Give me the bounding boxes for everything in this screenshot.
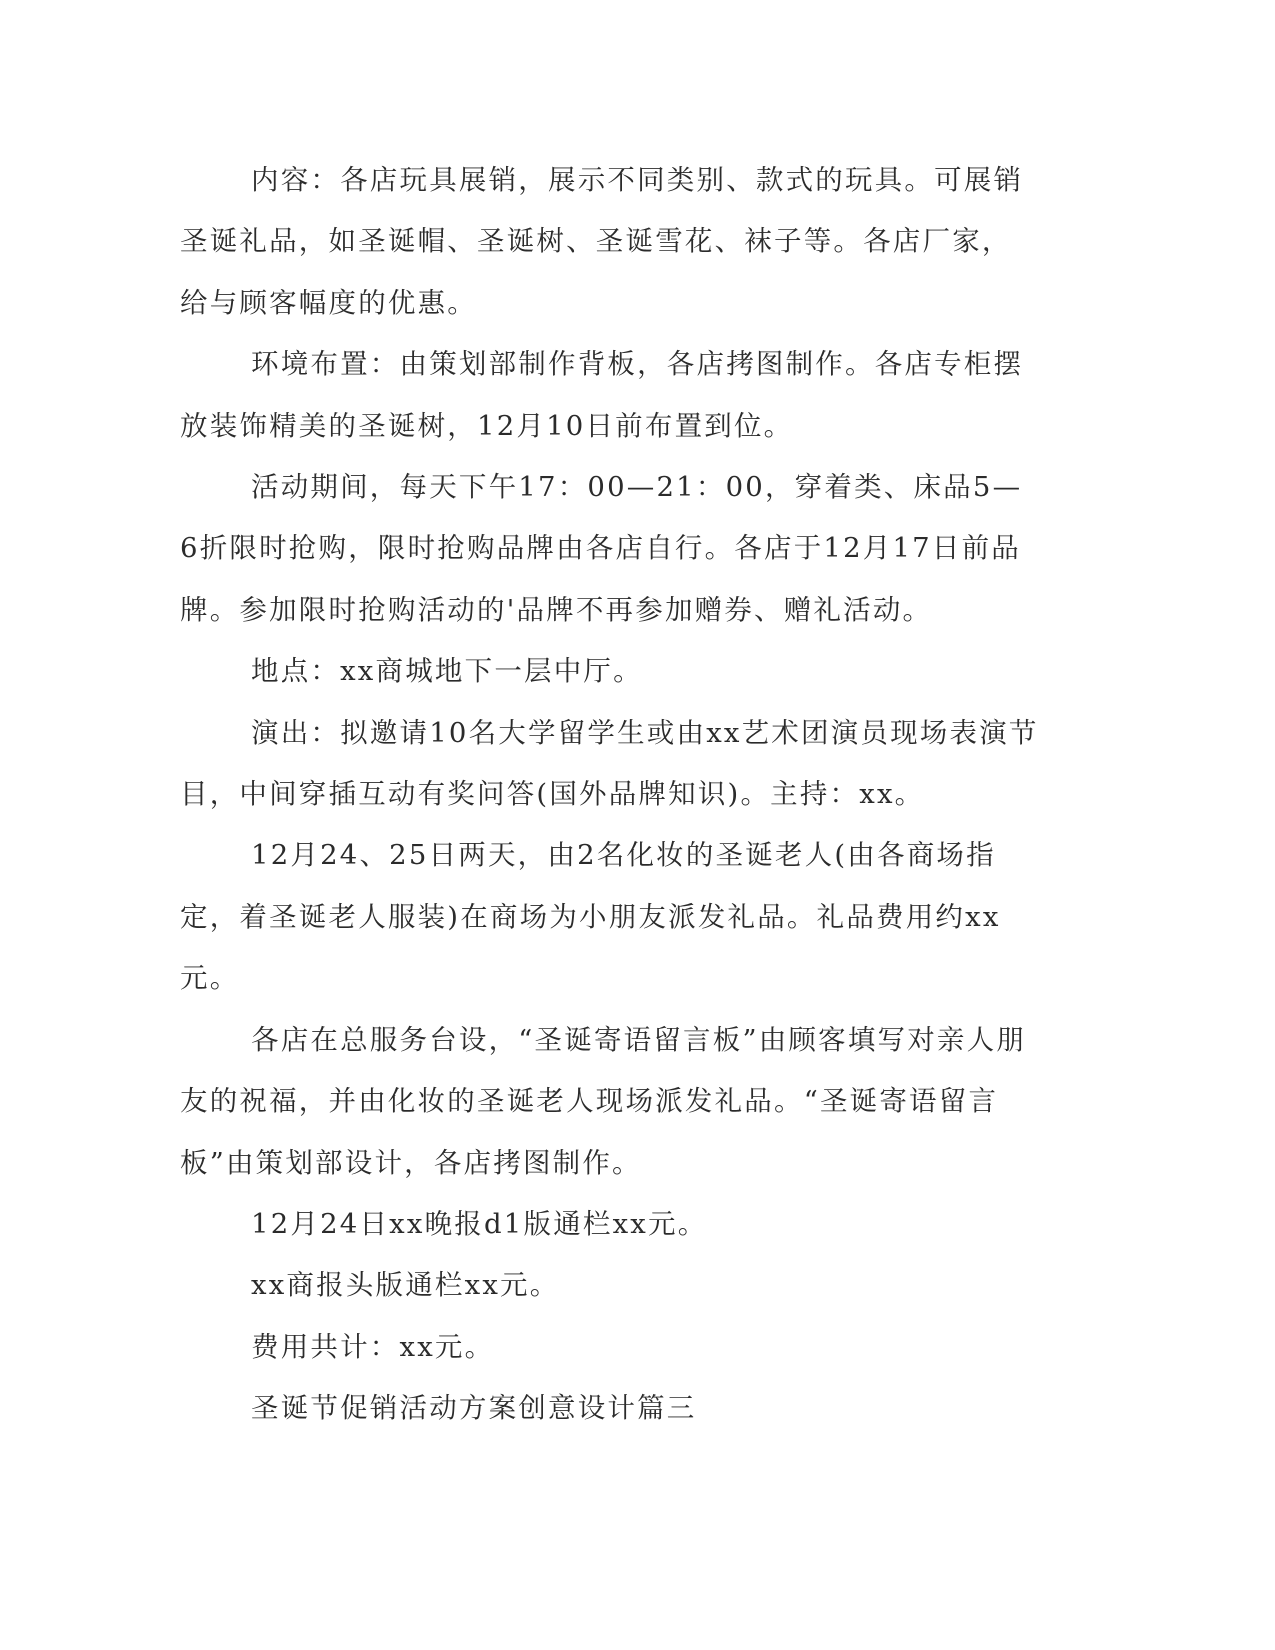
paragraph-total-cost: 费用共计：xx元。: [251, 1330, 495, 1363]
paragraph-performance: 演出：拟邀请10名大学留学生或由xx艺术团演员现场表演节目，中间穿插互动有奖问答(国外品牌知识)。主持：xx。: [180, 716, 1039, 811]
paragraph-business-news-ad: xx商报头版通栏xx元。: [251, 1269, 560, 1302]
document-body: [180, 150, 1040, 1440]
section-heading: 圣诞节促销活动方案创意设计篇三: [251, 1392, 697, 1425]
paragraph-santa-gifts: 12月24、25日两天，由2名化妆的圣诞老人(由各商场指定，着圣诞老人服装)在商场为小朋友派发礼品。礼品费用约xx元。: [180, 839, 1001, 995]
paragraph-environment-setup: 环境布置：由策划部制作背板，各店拷图制作。各店专柜摆放装饰精美的圣诞树，12月10日前布置到位。: [180, 348, 1024, 442]
paragraph-location: 地点：xx商城地下一层中厅。: [251, 655, 643, 688]
paragraph-message-board: 各店在总服务台设，“圣诞寄语留言板”由顾客填写对亲人朋友的祝福，并由化妆的圣诞老人现场派发礼品。“圣诞寄语留言板”由策划部设计，各店拷图制作。: [180, 1023, 1027, 1179]
paragraph-evening-news-ad: 12月24日xx晚报d1版通栏xx元。: [251, 1207, 708, 1240]
paragraph-flash-sale: 活动期间，每天下午17：00—21：00，穿着类、床品5—6折限时抢购，限时抢购品牌由各店自行。各店于12月17日前品牌。参加限时抢购活动的'品牌不再参加赠券、赠礼活动。: [180, 471, 1023, 626]
paragraph-display-content: 内容：各店玩具展销，展示不同类别、款式的玩具。可展销圣诞礼品，如圣诞帽、圣诞树、圣诞雪花、袜子等。各店厂家，给与顾客幅度的优惠。: [180, 164, 1024, 319]
